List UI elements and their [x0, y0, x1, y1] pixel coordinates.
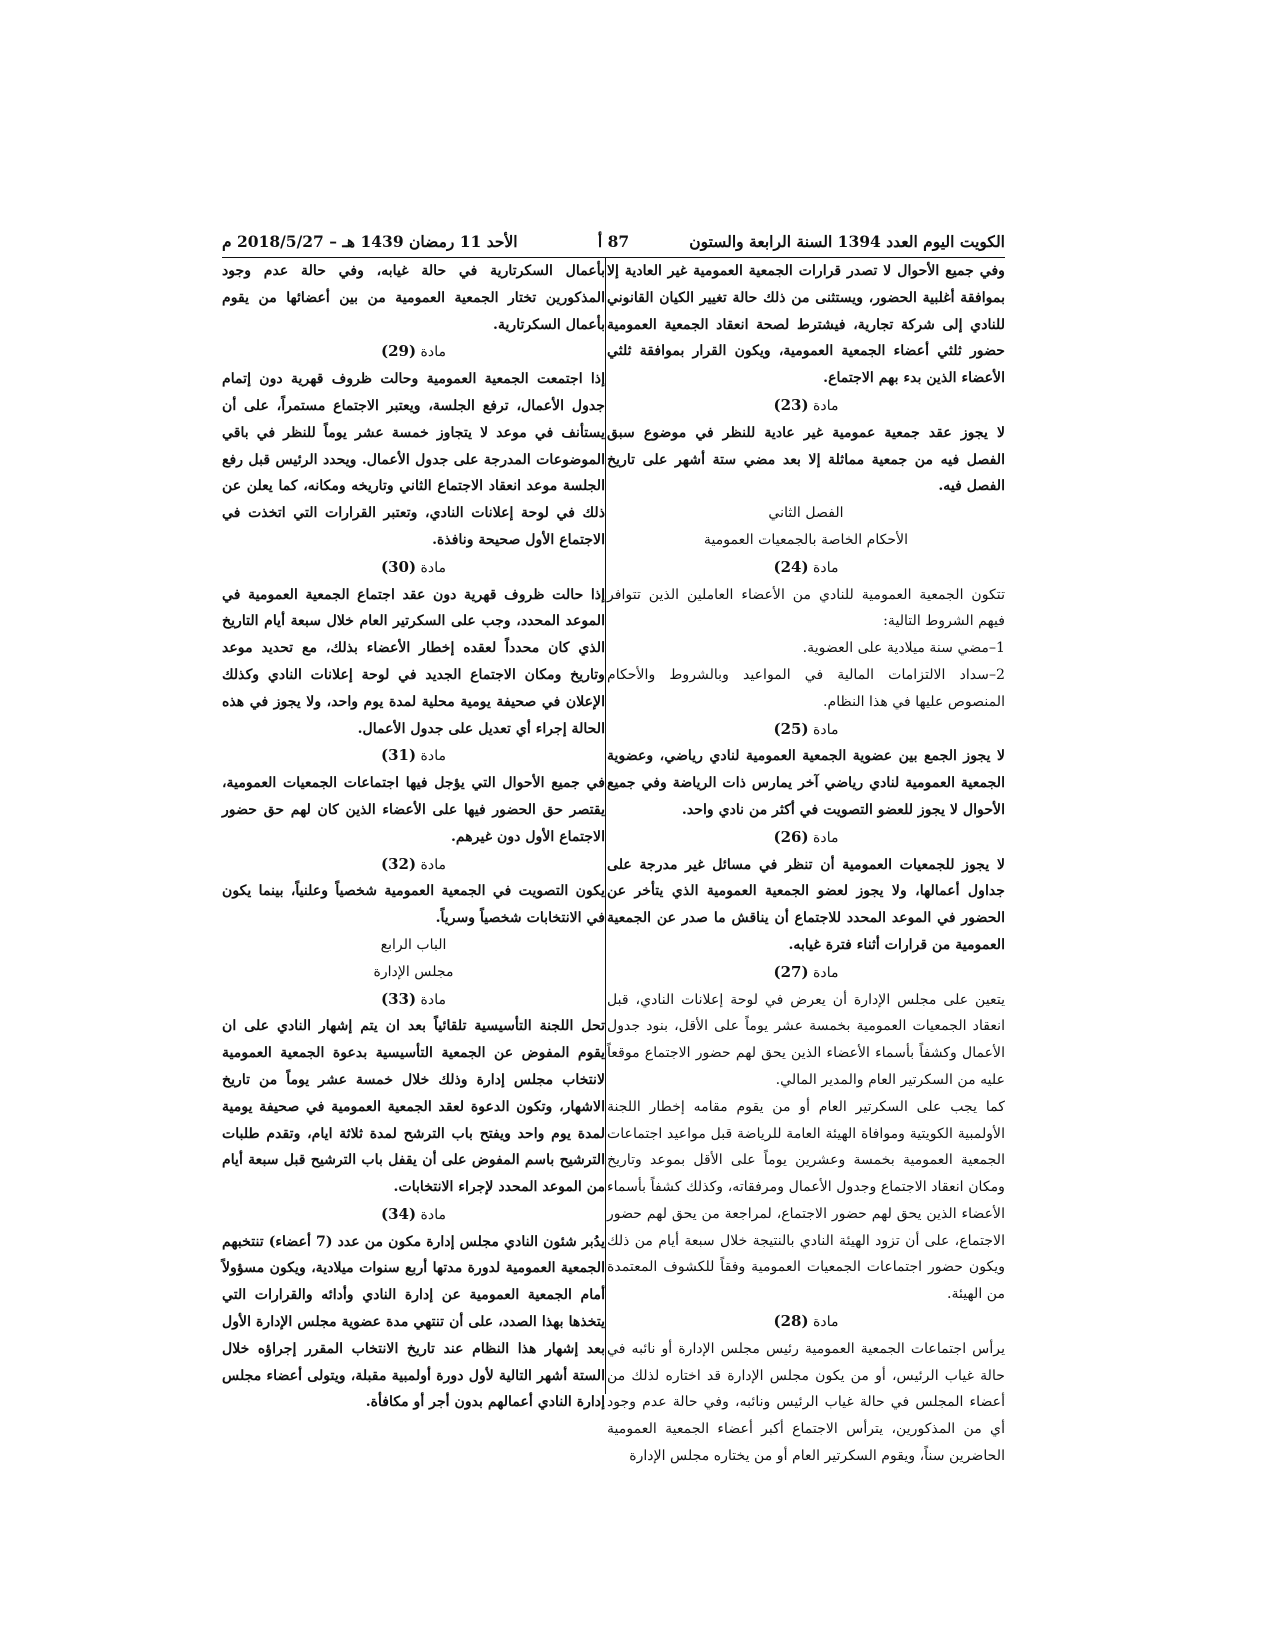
article-num: (27)	[773, 962, 809, 981]
section-heading: الباب الرابع	[380, 936, 447, 953]
article-number	[607, 392, 1005, 420]
article-number	[222, 851, 605, 879]
article-label: مادة	[420, 559, 447, 576]
article-label: مادة	[813, 721, 839, 738]
header-publication-info: الكويت اليوم العدد 1394 السنة الرابعة والستون	[689, 232, 1005, 251]
article-num: (30)	[380, 557, 417, 576]
article-label: مادة	[420, 856, 447, 873]
paragraph: لا يجوز عقد جمعية عمومية غير عادية للنظر في موضوع سبق الفصل فيه من جمعية مماثلة إلا بعد مضي ستة أشهر على تاريخ الفصل فيه.	[607, 424, 1005, 495]
article-number	[607, 716, 1005, 744]
right-column	[607, 258, 1005, 1470]
paragraph: لا يجوز للجمعيات العمومية أن تنظر في مسائل غير مدرجة على جداول أعمالها، ولا يجوز لعضو الجمعية العمومية الذي يتأخر عن الحضور في الموعد المحدد للاجتماع أن يناقش ما صدر عن الجمعية العمومية من قرارات أثناء فترة غيابه.	[607, 856, 1005, 953]
section-heading: مجلس الإدارة	[373, 963, 454, 980]
paragraph: وفي جميع الأحوال لا تصدر قرارات الجمعية العمومية غير العادية إلا بموافقة أغلبية الحضور، ويستثنى من ذلك حالة تغيير الكيان القانوني للنادي إلى شركة تجارية، فيشترط لصحة انعقاد الجمعية العمومية حضور ثلثي أعضاء الجمعية العمومية، ويكون القرار بموافقة ثلثي الأعضاء الذين بدء بهم الاجتماع.	[607, 263, 1005, 387]
header-date: الأحد 11 رمضان 1439 هـ – 2018/5/27 م	[222, 232, 518, 251]
section-heading: الأحكام الخاصة بالجمعيات العمومية	[703, 531, 909, 548]
article-number	[607, 1308, 1005, 1336]
article-number	[607, 824, 1005, 852]
article-number	[222, 742, 605, 770]
article-num: (23)	[773, 395, 809, 414]
paragraph: يكون التصويت في الجمعية العمومية شخصياً وعلنياً، بينما يكون في الانتخابات شخصياً وسرياً.	[222, 883, 605, 927]
article-number	[222, 338, 605, 366]
article-num: (24)	[773, 557, 809, 576]
article-number	[607, 959, 1005, 987]
paragraph: إذا حالت ظروف قهرية دون عقد اجتماع الجمعية العمومية في الموعد المحدد، وجب على السكرتير العام خلال سبعة أيام التاريخ الذي كان محدداً لعقده إخطار الأعضاء بذلك، مع تحديد موعد وتاريخ ومكان الاجتماع الجديد في لوحة إعلانات النادي وكذلك الإعلان في صحيفة يومية محلية لمدة يوم واحد، ولا يجوز في هذه الحالة إجراء أي تعديل على جدول الأعمال.	[222, 586, 605, 737]
article-label: مادة	[813, 829, 839, 846]
left-column	[222, 258, 605, 1416]
article-num: (25)	[773, 719, 809, 738]
paragraph: يرأس اجتماعات الجمعية العمومية رئيس مجلس الإدارة أو نائبه في حالة غياب الرئيس، أو من يكون مجلس الإدارة قد اختاره لذلك من أعضاء المجلس في حالة غياب الرئيس ونائبه، وفي حالة عدم وجود أي من المذكورين، يترأس الاجتماع أكبر أعضاء الجمعية العمومية الحاضرين سناً، ويقوم السكرتير العام أو من يختاره مجلس الإدارة	[607, 1340, 1005, 1465]
paragraph: كما يجب على السكرتير العام أو من يقوم مقامه إخطار اللجنة الأولمبية الكويتية وموافاة الهيئة العامة للرياضة قبل مواعيد اجتماعات الجمعية العمومية بخمسة وعشرين يوماً على الأقل بموعد وتاريخ ومكان انعقاد الاجتماع وجدول الأعمال ومرفقاته، وكذلك كشفاً بأسماء الأعضاء الذين يحق لهم حضور الاجتماع، لمراجعة من يحق لهم حضور الاجتماع، على أن تزود الهيئة النادي بالنتيجة خلال سبعة أيام من ذلك ويكون حضور اجتماعات الجمعيات العمومية وفقاً للكشوف المعتمدة من الهيئة.	[607, 1098, 1005, 1303]
article-number	[607, 554, 1005, 582]
article-num: (29)	[380, 342, 417, 361]
paragraph: يدُبر شئون النادي مجلس إدارة مكون من عدد (7 أعضاء) تنتخبهم الجمعية العمومية لدورة مدتها أربع سنوات ميلادية، ويكون مسؤولاً أمام الجمعية العمومية عن إدارة النادي وأدائه والقرارات التي يتخذها بهذا الصدد، على أن تنتهي مدة عضوية مجلس الإدارة الأول بعد إشهار هذا النظام عند تاريخ الانتخاب المقرر إجراؤه خلال الستة أشهر التالية لأول دورة أولمبية مقبلة، ويتولى أعضاء مجلس إدارة النادي أعمالهم بدون أجر أو مكافأة.	[222, 1233, 605, 1411]
section-heading: الفصل الثاني	[768, 505, 844, 522]
article-num: (33)	[380, 989, 417, 1008]
paragraph: بأعمال السكرتارية في حالة غيابه، وفي حالة عدم وجود المذكورين تختار الجمعية العمومية من بين أعضائها من يقوم بأعمال السكرتارية.	[222, 263, 605, 333]
paragraph: لا يجوز الجمع بين عضوية الجمعية العمومية لنادي رياضي، وعضوية الجمعية العمومية لنادي رياضي آخر يمارس ذات الرياضة وفي جميع الأحوال لا يجوز للعضو التصويت في أكثر من نادي واحد.	[607, 748, 1005, 818]
article-label: مادة	[420, 748, 447, 765]
article-num: (34)	[380, 1204, 417, 1223]
article-label: مادة	[420, 344, 447, 361]
article-num: (26)	[773, 827, 809, 846]
paragraph: يتعين على مجلس الإدارة أن يعرض في لوحة إعلانات النادي، قبل انعقاد الجمعيات العمومية بخمسة عشر يوماً على الأقل، بنود جدول الأعمال وكشفاً بأسماء الأعضاء الذين يحق لهم حضور الاجتماع موقعاً عليه من السكرتير العام والمدير المالي.	[607, 991, 1005, 1088]
article-label: مادة	[420, 991, 447, 1008]
article-label: مادة	[420, 1206, 447, 1223]
article-num: (31)	[380, 746, 417, 765]
paragraph: تحل اللجنة التأسيسية تلقائياً بعد ان يتم إشهار النادي على ان يقوم المفوض عن الجمعية التأسيسية بدعوة الجمعية العمومية لانتخاب مجلس إدارة وذلك خلال خمسة عشر يوماً من تاريخ الاشهار، وتكون الدعوة لعقد الجمعية العمومية في صحيفة يومية لمدة يوم واحد ويفتح باب الترشح لمدة ثلاثة ايام، وتقدم طلبات الترشيح باسم المفوض على أن يقفل باب الترشيح قبل سبعة أيام من الموعد المحدد لإجراء الانتخابات.	[222, 1018, 605, 1196]
article-num: (32)	[380, 854, 417, 873]
paragraph: 2–سداد الالتزامات المالية في المواعيد وبالشروط والأحكام المنصوص عليها في هذا النظام.	[607, 666, 1005, 710]
article-label: مادة	[813, 397, 839, 414]
paragraph: 1–مضي سنة ميلادية على العضوية.	[802, 640, 1005, 657]
paragraph: في جميع الأحوال التي يؤجل فيها اجتماعات الجمعيات العمومية، يقتصر حق الحضور فيها على الأعضاء الذين كان لهم حق حضور الاجتماع الأول دون غيرهم.	[222, 775, 605, 845]
paragraph: إذا اجتمعت الجمعية العمومية وحالت ظروف قهرية دون إتمام جدول الأعمال، ترفع الجلسة، ويعتبر الاجتماع مستمراً، على أن يستأنف في موعد لا يتجاوز خمسة عشر يوماً للنظر في باقي الموضوعات المدرجة على جدول الأعمال. ويحدد الرئيس قبل رفع الجلسة موعد انعقاد الاجتماع الثاني وتاريخه ومكانه، كما يعلن عن ذلك في لوحة إعلانات النادي، وتعتبر القرارات التي اتخذت في الاجتماع الأول صحيحة ونافذة.	[222, 371, 605, 548]
page-header	[222, 232, 1005, 258]
article-label: مادة	[813, 559, 839, 576]
column-divider	[605, 258, 606, 1394]
article-number	[222, 1201, 605, 1229]
article-label: مادة	[813, 1314, 839, 1331]
header-page-number: 87 أ	[597, 232, 630, 251]
article-number	[222, 986, 605, 1014]
article-label: مادة	[813, 964, 839, 981]
article-num: (28)	[773, 1312, 809, 1331]
article-number	[222, 554, 605, 582]
paragraph: تتكون الجمعية العمومية للنادي من الأعضاء العاملين الذين تتوافر فيهم الشروط التالية:	[607, 586, 1005, 630]
